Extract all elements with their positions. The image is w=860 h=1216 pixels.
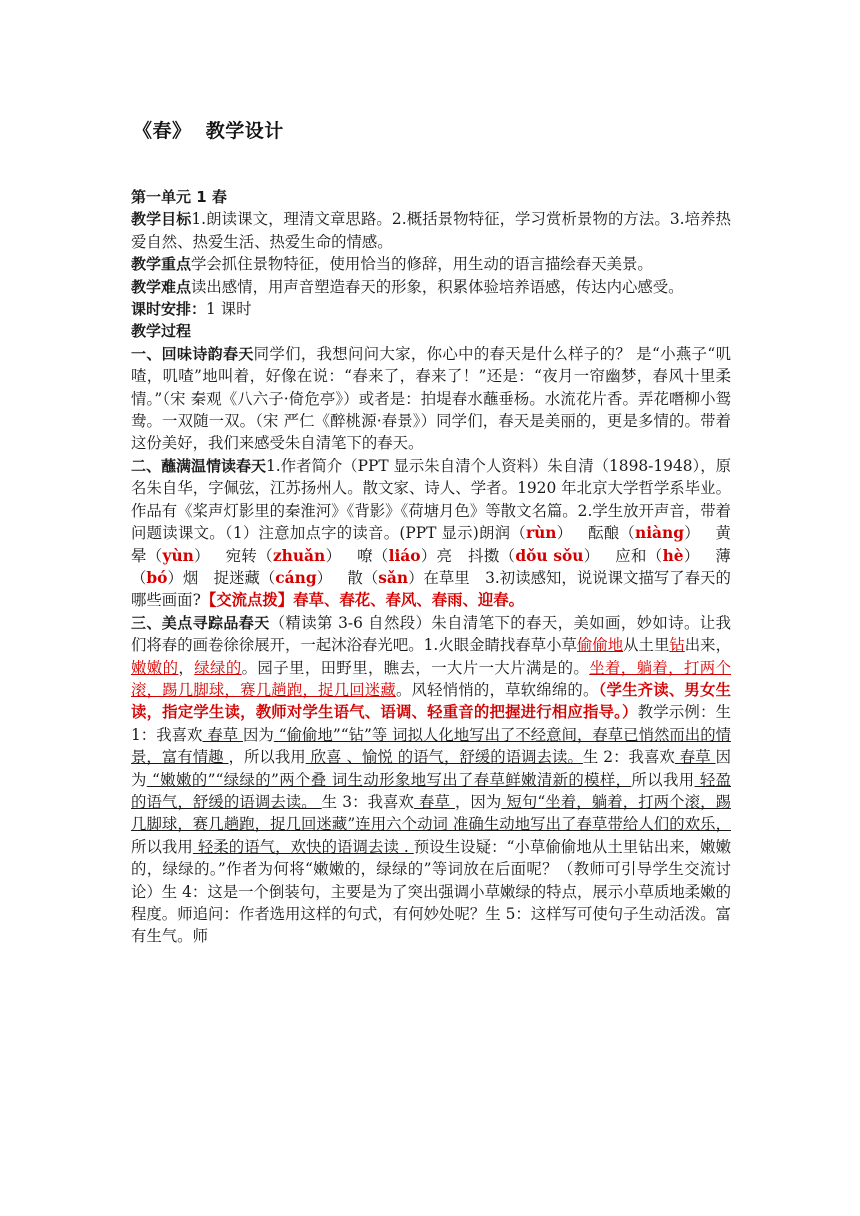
part3-text: 。风轻悄悄的，草软绵绵的。 (395, 680, 599, 699)
student2-text: 因为 (131, 748, 731, 789)
teaching-goal-label: 教学目标 (131, 210, 192, 229)
student1-text: 生 1：我喜欢 (131, 703, 731, 744)
part1-heading: 一、回味诗韵春天 (131, 344, 254, 363)
student3-blank: 春草 (414, 792, 455, 811)
part2 (131, 455, 731, 612)
student1-blank: “偷偷地”“钻”等 词拟人化地写出了不经意间，春草已悄然而出的情景，富有情趣 (131, 725, 731, 767)
teacher-instruction: （学生齐读、男女生读，指定学生读，教师对学生语气、语调、轻重音的把握进行相应指导。） (131, 680, 731, 722)
pinyin-word: 朗润 (478, 524, 511, 543)
teaching-difficulty-text: 读出感情，用声音塑造春天的形象，积累体验培养语感，传达内心感受。 (191, 277, 684, 296)
process-label: 教学过程 (131, 322, 192, 341)
teaching-focus (131, 253, 731, 275)
student3-blank: 短句“坐着，躺着，打两个滚，踢几脚球，赛几趟跑，捉几回迷藏”连用六个动词 准确生动地写出了春草带给人们的欢乐， (131, 792, 731, 834)
student1-text: 因为 (243, 725, 274, 744)
part3-closing: 预设生设疑：“小草偷偷地从土里钻出来，嫩嫩的，绿绿的。”作者为何将“嫩嫩的，绿绿的”等词放在后面呢？（教师可引导学生交流讨论）生 4：这是一个倒装句，主要是为了突出强调小草嫩绿的特点，展示小草质地柔嫩的程度。师追问：作者选用这样的句式，有何妙处呢？生 5：这样写可使句子生动活泼。富有生气。师 (131, 837, 731, 946)
pinyin-reading: sǎn (378, 568, 409, 587)
pinyin-word: 应和 (614, 546, 647, 565)
pinyin-word: 薄 (715, 546, 731, 565)
pinyin-suffix: 亮 (436, 546, 453, 565)
student1-text: ，所以我用 (228, 748, 306, 767)
student3-text: 所以我用 (131, 837, 193, 856)
pinyin-reading: hè (662, 546, 684, 565)
pinyin-word: 散 (347, 568, 363, 587)
pinyin-reading: liáo (388, 546, 421, 565)
student3-text: ，因为 (454, 792, 502, 811)
part3 (131, 612, 731, 948)
teaching-goal-text: 1.朗读课文，理清文章思路。2.概括景物特征，学习赏析景物的方法。3.培养热爱自然、热爱生活、热爱生命的情感。 (131, 210, 731, 251)
pinyin-reading: dǒu sǒu (515, 546, 584, 565)
pinyin-reading: bó (146, 568, 168, 587)
student2-text: 生 2：我喜欢 (582, 748, 675, 767)
underline-phrase: 坐着，躺着，打两个滚，踢几脚球，赛几趟跑，捉几回迷藏 (131, 658, 731, 699)
pinyin-suffix: 烟 (182, 568, 199, 587)
teaching-goal (131, 208, 731, 253)
underline-phrase: 钻 (669, 636, 685, 655)
document-body (131, 186, 731, 948)
pinyin-word: 嘹 (356, 546, 373, 565)
schedule-label: 课时安排： (131, 300, 207, 319)
part3-intro: （精读第 3-6 自然段）朱自清笔下的春天，美如画，妙如诗。让我们将春的画卷徐徐展开，一起沐浴春光吧。1.火眼金睛找春草小草 (131, 613, 731, 655)
pinyin-reading: yùn (162, 546, 194, 565)
student1-blank: 欣喜 、愉悦 的语气，舒缓的语调去读。 (305, 748, 583, 767)
part1-text: 同学们，我想问问大家，你心中的春天是什么样子的？ 是“小燕子“叽喳，叽喳”地叫着，好像在说：“春来了，春来了！”还是：“夜月一帘幽梦，春风十里柔情。”（宋 秦观《八六子·倚危亭》）或者是：拍堤春水蘸垂杨。水流花片香。弄花噆柳小鸳鸯。一双随一双。（宋 严仁《醉桃源·春景》）同学们，春天是美丽的，更是多情的。带着这份美好，我们来感受朱自清笔下的春天。 (131, 344, 731, 453)
underline-phrase: 偷偷地 (576, 636, 624, 655)
part2-heading: 二、蘸满温情读春天 (131, 456, 267, 475)
part3-text: 从土里 (623, 636, 670, 655)
teaching-focus-text: 学会抓住景物特征，使用恰当的修辞，用生动的语言描绘春天美景。 (191, 255, 653, 274)
part3-text: ， (178, 658, 195, 677)
teaching-focus-label: 教学重点 (131, 255, 192, 274)
student3-text: 生 3：我喜欢 (321, 792, 415, 811)
schedule-text: 1 课时 (206, 300, 252, 319)
pinyin-reading: cáng (275, 568, 317, 587)
unit-line: 第一单元 1 春 (131, 188, 227, 206)
student2-blank: 轻盈的语气，舒缓的语调去读。 (131, 770, 731, 811)
underline-phrase: 绿绿的 (194, 658, 242, 677)
part1 (131, 343, 731, 455)
pinyin-word: 捉迷藏 (213, 568, 260, 587)
part3-heading: 三、美点寻踪品春天 (131, 613, 270, 632)
pinyin-word: 黄晕 (131, 524, 731, 565)
document-title: 《春》 教学设计 (133, 120, 284, 142)
part3-text: 出来， (684, 636, 731, 655)
student2-blank: “嫩嫩的”“绿绿的”两个叠 词生动形象地写出了春草鲜嫩清新的模样， (146, 770, 632, 789)
teaching-difficulty-label: 教学难点 (131, 277, 192, 296)
student1-blank: 春草 (202, 725, 244, 744)
teaching-difficulty (131, 276, 731, 298)
example-intro: 教学示例： (637, 703, 716, 722)
part3-text: 。园子里，田野里，瞧去，一大片一大片满是的。 (241, 658, 590, 677)
pinyin-suffix: 在草里 (423, 568, 470, 587)
student2-text: 所以我用 (631, 770, 695, 789)
pinyin-word: 宛转 (225, 546, 258, 565)
part2-text2: 3.初读感知，说说课文描写了春天的哪些画面? (131, 568, 731, 610)
part2-text: 1.作者简介（PPT 显示朱自清个人资料）朱自清（1898-1948），原名朱自华，字佩弦，江苏扬州人。散文家、诗人、学者。1920 年北京大学哲学系毕业。作品有《桨声灯影里的秦淮河》《背影》《荷塘月色》等散文名篇。2.学生放开声音，带着问题读课文。（1）注意加点字的读音。(PPT 显示) (131, 456, 731, 543)
student3-blank: 轻柔的语气，欢快的语调去读 . (192, 837, 414, 856)
pinyin-list: 朗润（rùn） 酝酿（niàng） 黄晕（yùn） 宛转（zhuǎn） 嘹（liáo）亮 抖擞（dǒu sǒu） 应和（hè） 薄（bó）烟 捉迷藏（cáng） 散（sǎn）在草里 (131, 524, 731, 587)
schedule (131, 298, 731, 320)
pinyin-word: 抖擞 (467, 546, 500, 565)
pinyin-word: 酝酿 (587, 524, 620, 543)
student2-blank: 春草 (674, 748, 716, 767)
pinyin-reading: rùn (526, 524, 557, 543)
underline-phrase: 嫩嫩的 (131, 658, 179, 677)
pinyin-reading: zhuǎn (272, 546, 326, 565)
part2-answer: 【交流点拨】春草、春花、春风、春雨、迎春。 (200, 591, 525, 610)
pinyin-reading: niàng (635, 524, 684, 543)
